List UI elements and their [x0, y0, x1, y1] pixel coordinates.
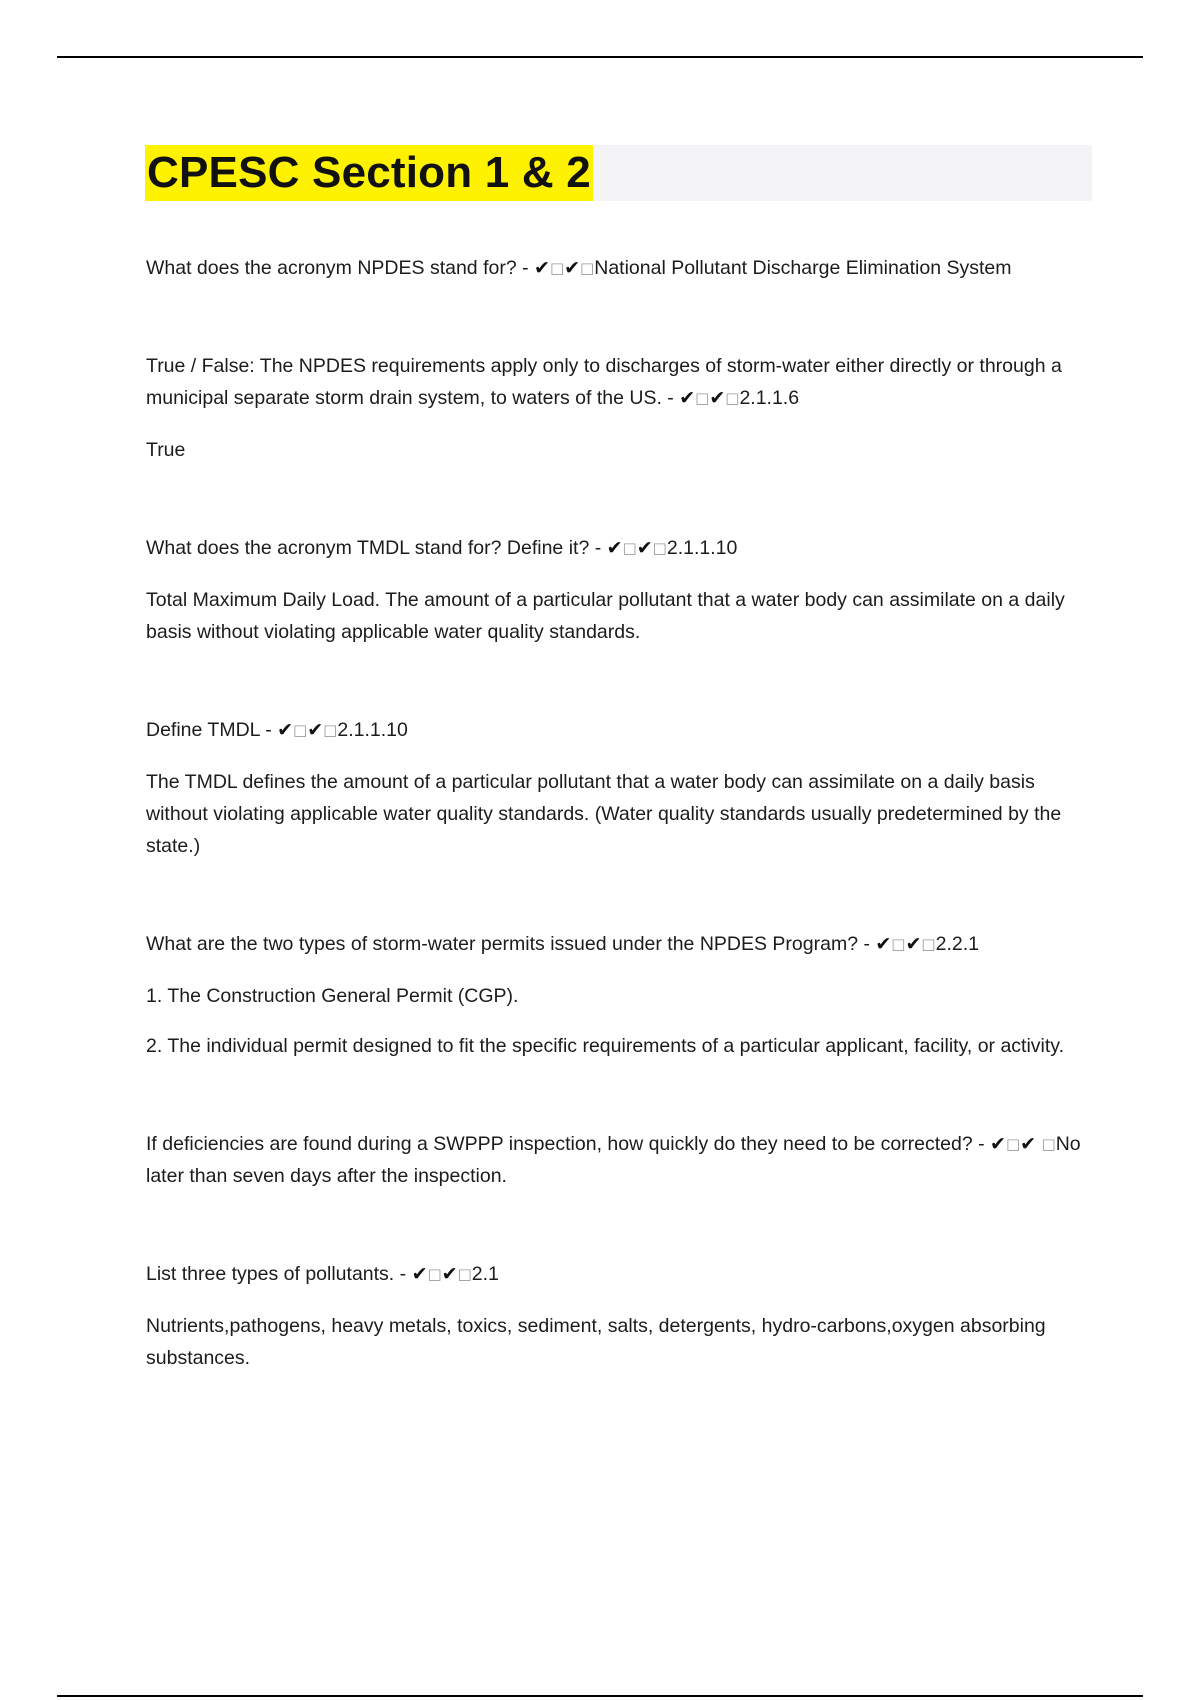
question-text: What does the acronym NPDES stand for? - — [146, 257, 529, 279]
check-icon: ✔ — [534, 257, 550, 279]
question-text: What does the acronym TMDL stand for? Define it? - — [146, 537, 602, 559]
answer-text: Total Maximum Daily Load. The amount of a particular pollutant that a water body can assimilate on a daily basis without violating applicable water quality standards. — [146, 589, 1065, 643]
reference-number: 2.1.1.10 — [666, 537, 738, 559]
answer-text: National Pollutant Discharge Elimination System — [594, 257, 1012, 279]
box-icon: □ — [725, 389, 740, 407]
check-icon: ✔ — [564, 257, 581, 279]
box-icon: □ — [323, 721, 338, 739]
answer-text: True — [146, 439, 186, 461]
check-icon: ✔ — [441, 1263, 458, 1285]
question-text: If deficiencies are found during a SWPPP inspection, how quickly do they need to be corrected? - — [146, 1133, 985, 1155]
box-icon: □ — [293, 721, 308, 739]
answer-text: Nutrients,pathogens, heavy metals, toxics, sediment, salts, detergents, hydro-carbons,oxygen absorbing substances. — [146, 1315, 1046, 1369]
flashcard — [146, 252, 1096, 284]
card-question-line — [146, 1128, 1096, 1192]
reference-number: 2.1.1.10 — [337, 719, 408, 741]
reference-number: 2.1 — [471, 1263, 499, 1285]
answer-item: 2. The individual permit designed to fit the specific requirements of a particular applicant, facility, or activity. — [146, 1035, 1065, 1057]
answer-item: 1. The Construction General Permit (CGP). — [146, 985, 519, 1007]
check-icon: ✔ — [679, 387, 696, 409]
box-icon: □ — [457, 1265, 472, 1283]
card-question-line — [146, 252, 1096, 284]
check-icon: ✔ — [411, 1263, 428, 1285]
flashcard-list — [146, 252, 1096, 1440]
card-question-line — [146, 714, 1096, 746]
box-icon: □ — [427, 1265, 442, 1283]
check-icon: ✔ — [606, 537, 623, 559]
check-icon: ✔ — [636, 537, 653, 559]
check-icon: ✔ — [875, 933, 892, 955]
flashcard — [146, 1128, 1096, 1192]
card-question-line — [146, 928, 1096, 960]
box-icon: □ — [1005, 1135, 1021, 1153]
card-question-line — [146, 350, 1096, 414]
box-icon: □ — [549, 259, 565, 277]
card-question-line — [146, 1258, 1096, 1290]
check-icon: ✔ — [307, 719, 324, 741]
card-question-line — [146, 532, 1096, 564]
box-icon: □ — [695, 389, 710, 407]
flashcard — [146, 1258, 1096, 1374]
check-icon: ✔ — [905, 933, 922, 955]
flashcard — [146, 350, 1096, 466]
box-icon: □ — [891, 935, 906, 953]
check-icon: ✔ — [1020, 1133, 1037, 1155]
box-icon: □ — [580, 259, 595, 277]
reference-number: 2.1.1.6 — [739, 387, 800, 409]
question-text: List three types of pollutants. - — [146, 1263, 407, 1285]
box-icon: □ — [622, 539, 637, 557]
flashcard — [146, 928, 1096, 1062]
check-icon: ✔ — [277, 719, 294, 741]
box-icon: □ — [652, 539, 667, 557]
check-icon: ✔ — [709, 387, 726, 409]
answer-text: The TMDL defines the amount of a particular pollutant that a water body can assimilate on a daily basis without violating applicable water quality standards. (Water quality standards usually predetermined by the state.) — [146, 771, 1062, 857]
flashcard — [146, 714, 1096, 862]
question-text: Define TMDL - — [146, 719, 272, 741]
top-rule — [57, 56, 1143, 58]
check-icon: ✔ — [990, 1133, 1006, 1155]
bottom-rule — [57, 1695, 1143, 1697]
answer-text: No later than seven days after the inspection. — [146, 1133, 1081, 1187]
reference-number: 2.2.1 — [935, 933, 979, 955]
document-title: CPESC Section 1 & 2 — [145, 145, 593, 201]
box-icon: □ — [921, 935, 936, 953]
question-text: What are the two types of storm-water permits issued under the NPDES Program? - — [146, 933, 870, 955]
box-icon: □ — [1041, 1135, 1056, 1153]
question-text: True / False: The NPDES requirements apply only to discharges of storm-water either directly or through a municipal separate storm drain system, to waters of the US. - — [146, 355, 1062, 409]
flashcard — [146, 532, 1096, 648]
